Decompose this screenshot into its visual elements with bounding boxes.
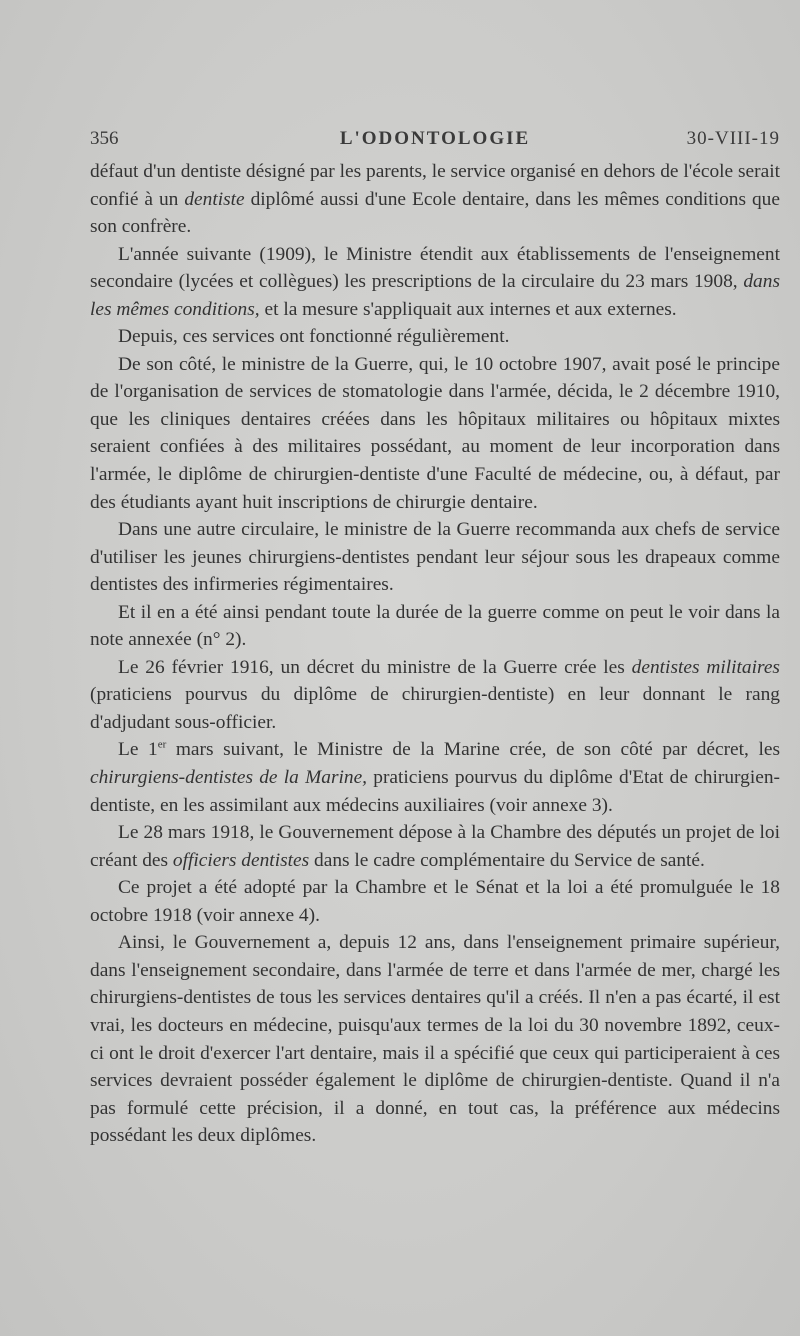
text-run: Le 1 xyxy=(118,739,158,761)
italic-text: officiers dentistes xyxy=(172,849,310,871)
text-run: Le 26 février 1916, un décret du ministre de la Guerre crée les xyxy=(118,656,632,678)
text-run: De son côté, le ministre de la Guerre, qui, le 10 octobre 1907, avait posé le principe de l'organisation de services de stomatologie dans l'armée, décida, le 2 décembre 1910, que les cliniques dentaires créées dans les hôpitaux militaires ou hôpitaux mixtes seraient confiées à des militaires possédant, au moment de leur incorporation dans l'armée, le diplôme de chirurgien-dentiste d'une Faculté de médecine, ou, à défaut, par des étudiants ayant huit inscriptions de chirurgie dentaire. xyxy=(90,353,780,513)
text-run: praticiens pourvus du diplôme d'Etat de chirurgien-dentiste, en les assimilant aux médecins auxiliaires (voir annexe 3). xyxy=(90,767,780,816)
paragraph xyxy=(90,736,780,819)
paragraph xyxy=(90,654,780,737)
text-run: diplômé aussi d'une Ecole dentaire, dans les mêmes conditions que son confrère. xyxy=(90,188,780,238)
paragraph xyxy=(90,516,780,599)
paragraph xyxy=(90,241,780,324)
paragraph xyxy=(90,599,780,654)
text-run: Ce projet a été adopté par la Chambre et le Sénat et la loi a été promulguée le 18 octobre 1918 (voir annexe 4). xyxy=(90,877,780,926)
italic-text: dans les mêmes conditions, xyxy=(90,271,780,320)
text-run: Le 28 mars 1918, le Gouvernement dépose à la Chambre des députés un projet de loi créant des xyxy=(90,822,780,871)
text-run: Ainsi, le Gouvernement a, depuis 12 ans, dans l'enseignement primaire supérieur, dans l'enseignement secondaire, dans l'armée de terre et dans l'armée de mer, chargé les chirurgiens-dentistes de tous les services dentaires qu'il a créés. Il n'en a pas écarté, il est vrai, les docteurs en médecine, puisqu'aux termes de la loi du 30 novembre 1892, ceux-ci ont le droit d'exercer l'art dentaire, mais il a spécifié que ceux qui participeraient à ces services devraient posséder également le diplôme de chirurgien-dentiste. Quand il n'a pas formulé cette précision, il a donné, en tout cas, la préférence aux médecins possédant les deux diplômes. xyxy=(90,932,780,1147)
text-run: défaut d'un dentiste désigné par les parents, le service organisé en dehors de l'école serait confié à un xyxy=(90,161,780,210)
paragraph xyxy=(90,874,780,929)
paragraph xyxy=(90,351,780,516)
text-run: et la mesure s'appliquait aux internes et aux externes. xyxy=(259,298,677,320)
text-run: (praticiens pourvus du diplôme de chirurgien-dentiste) en leur donnant le rang d'adjudant sous-officier. xyxy=(90,684,780,733)
paragraph xyxy=(90,158,780,241)
text-run: Depuis, ces services ont fonctionné régulièrement. xyxy=(118,326,510,348)
italic-text: dentistes militaires xyxy=(631,656,780,678)
issue-date: 30-VIII-19 xyxy=(686,128,780,149)
body-text xyxy=(90,158,780,1150)
paragraph xyxy=(90,929,780,1149)
paragraph xyxy=(90,819,780,874)
italic-text: chirurgiens-dentistes de la Marine, xyxy=(90,767,368,789)
text-run: dans le cadre complémentaire du Service de santé. xyxy=(309,849,705,871)
running-header xyxy=(90,128,780,156)
text-run: Et il en a été ainsi pendant toute la durée de la guerre comme on peut le voir dans la note annexée (n° 2). xyxy=(90,601,780,651)
text-run: Dans une autre circulaire, le ministre de la Guerre recommanda aux chefs de service d'utiliser les jeunes chirurgiens-dentistes pendant leur séjour sous les drapeaux comme dentistes des infirmeries régimentaires. xyxy=(90,519,780,596)
italic-text: dentiste xyxy=(184,188,245,210)
paragraph xyxy=(90,323,780,351)
text-run: L'année suivante (1909), le Ministre étendit aux établissements de l'enseignement secondaire (lycées et collègues) les prescriptions de la circulaire du 23 mars 1908, xyxy=(90,243,780,293)
page-number: 356 xyxy=(90,128,119,149)
superscript-text: er xyxy=(157,739,167,752)
journal-title: L'ODONTOLOGIE xyxy=(339,128,531,149)
text-run: mars suivant, le Ministre de la Marine crée, de son côté par décret, les xyxy=(166,739,781,761)
